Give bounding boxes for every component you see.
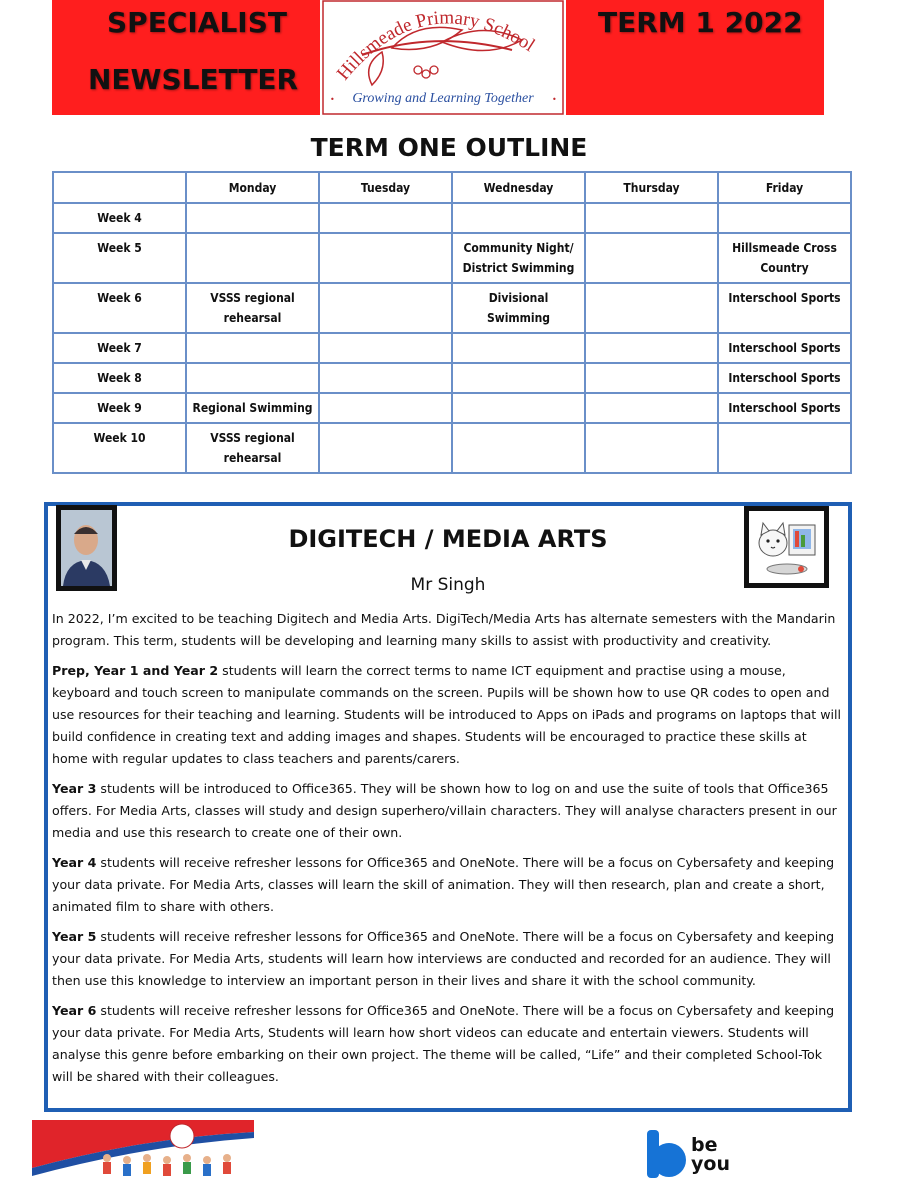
table-cell: Interschool Sports [718,393,851,423]
table-row [53,233,851,283]
beyou-word-you: you [691,1153,730,1175]
table-cell: Divisional Swimming [452,283,585,333]
footer-school-banner [32,1120,254,1182]
paragraph [52,778,842,844]
table-row [53,423,851,473]
header-title-line1: SPECIALIST [107,6,287,39]
table-cell [585,393,718,423]
table-cell: Week 5 [53,233,186,283]
header-term: TERM 1 2022 [598,6,803,39]
footer-children-graphic [32,1120,254,1182]
paragraph-text: students will be introduced to Office365. They will be shown how to log on and use the suite of tools that Office365 offers. For Media Arts, classes will study and design superhero/villain characters. They will analyse characters present in our media and use this research to create one of their own. [52,781,837,840]
term-outline-table [52,171,852,474]
term-outline-title: TERM ONE OUTLINE [310,133,588,162]
paragraph [52,852,842,918]
table-cell [585,283,718,333]
column-header: Wednesday [452,172,585,203]
table-cell [585,233,718,283]
logo-dot-right: • [552,95,557,104]
table-cell [186,233,319,283]
table-cell [319,283,452,333]
table-cell: Interschool Sports [718,283,851,333]
table-cell: Regional Swimming [186,393,319,423]
table-cell: Community Night/ District Swimming [452,233,585,283]
paragraph-lead: Prep, Year 1 and Year 2 [52,663,219,678]
beyou-b-icon [645,1128,689,1180]
table-cell: Interschool Sports [718,333,851,363]
paragraph-lead: Year 4 [52,855,97,870]
digitech-body [52,608,842,1096]
table-cell: Week 4 [53,203,186,233]
table-cell: Interschool Sports [718,363,851,393]
logo-school-name: Hillsmeade Primary School [332,7,539,85]
table-cell: VSSS regional rehearsal [186,283,319,333]
paragraph-lead: Year 6 [52,1003,97,1018]
column-header: Friday [718,172,851,203]
header-title-banner [52,0,320,115]
table-header-row [53,172,851,203]
column-header [53,172,186,203]
table-cell: Week 10 [53,423,186,473]
table-cell [585,363,718,393]
table-cell: Week 8 [53,363,186,393]
paragraph [52,1000,842,1088]
table-row [53,393,851,423]
header-term-banner [566,0,824,115]
digitech-title: DIGITECH / MEDIA ARTS [288,525,608,553]
table-cell: Week 9 [53,393,186,423]
table-cell [585,333,718,363]
table-cell: Week 6 [53,283,186,333]
table-row [53,283,851,333]
table-cell [452,363,585,393]
table-cell [319,233,452,283]
table-cell: Week 7 [53,333,186,363]
table-cell: Hillsmeade Cross Country [718,233,851,283]
table-cell [585,203,718,233]
beyou-logo [645,1128,735,1183]
table-cell: VSSS regional rehearsal [186,423,319,473]
column-header: Monday [186,172,319,203]
column-header: Tuesday [319,172,452,203]
paragraph-text: In 2022, I’m excited to be teaching Digitech and Media Arts. DigiTech/Media Arts has alternate semesters with the Mandarin program. This term, students will be developing and learning many skills to assist with productivity and creativity. [52,611,836,648]
paragraph-lead: Year 5 [52,929,97,944]
table-cell [319,423,452,473]
table-cell [452,393,585,423]
header-title-line2: NEWSLETTER [88,63,299,96]
logo-motto: Growing and Learning Together [352,91,534,106]
table-cell [319,393,452,423]
paragraph-lead: Year 3 [52,781,97,796]
table-cell [186,363,319,393]
paragraph-text: students will receive refresher lessons for Office365 and OneNote. There will be a focus on Cybersafety and keeping your data private. For Media Arts, students will learn how interviews are conducted and recorded for an audience. They will then use this knowledge to interview an important person in their lives and share it with the school community. [52,929,835,988]
paragraph-text: students will learn the correct terms to name ICT equipment and practise using a mouse, keyboard and touch screen to manipulate commands on the screen. Pupils will be shown how to use QR codes to open and use resources for their teaching and learning. Students will be introduced to Apps on iPads and programs on laptops that will build confidence in creating text and adding images and shapes. Students will be encouraged to practice these skills at home with regular updates to class teachers and parents/carers. [52,663,842,766]
logo-dot-left: • [330,95,335,104]
table-cell [718,203,851,233]
table-cell [319,363,452,393]
beyou-word-be: be [691,1134,718,1156]
paragraph [52,608,842,652]
table-cell [319,203,452,233]
table-cell [585,423,718,473]
digitech-teacher-name: Mr Singh [410,575,486,595]
table-cell [186,203,319,233]
table-row [53,363,851,393]
table-cell [452,423,585,473]
column-header: Thursday [585,172,718,203]
table-cell [452,333,585,363]
table-cell [452,203,585,233]
paragraph-text: students will receive refresher lessons for Office365 and OneNote. There will be a focus on Cybersafety and keeping your data private. For Media Arts, Students will learn how short videos can educate and entertain viewers. Students will analyse this genre before embarking on their own project. The theme will be called, “Life” and their completed School-Tok will be shared with their colleagues. [52,1003,835,1084]
paragraph-text: students will receive refresher lessons for Office365 and OneNote. There will be a focus on Cybersafety and keeping your data private. For Media Arts, classes will learn the skill of animation. They will then research, plan and create a short, animated film to share with others. [52,855,835,914]
table-row [53,333,851,363]
table-cell [319,333,452,363]
table-cell [186,333,319,363]
paragraph [52,660,842,770]
school-logo-graphic [322,0,564,115]
table-cell [718,423,851,473]
table-row [53,203,851,233]
paragraph [52,926,842,992]
school-logo [322,0,564,115]
